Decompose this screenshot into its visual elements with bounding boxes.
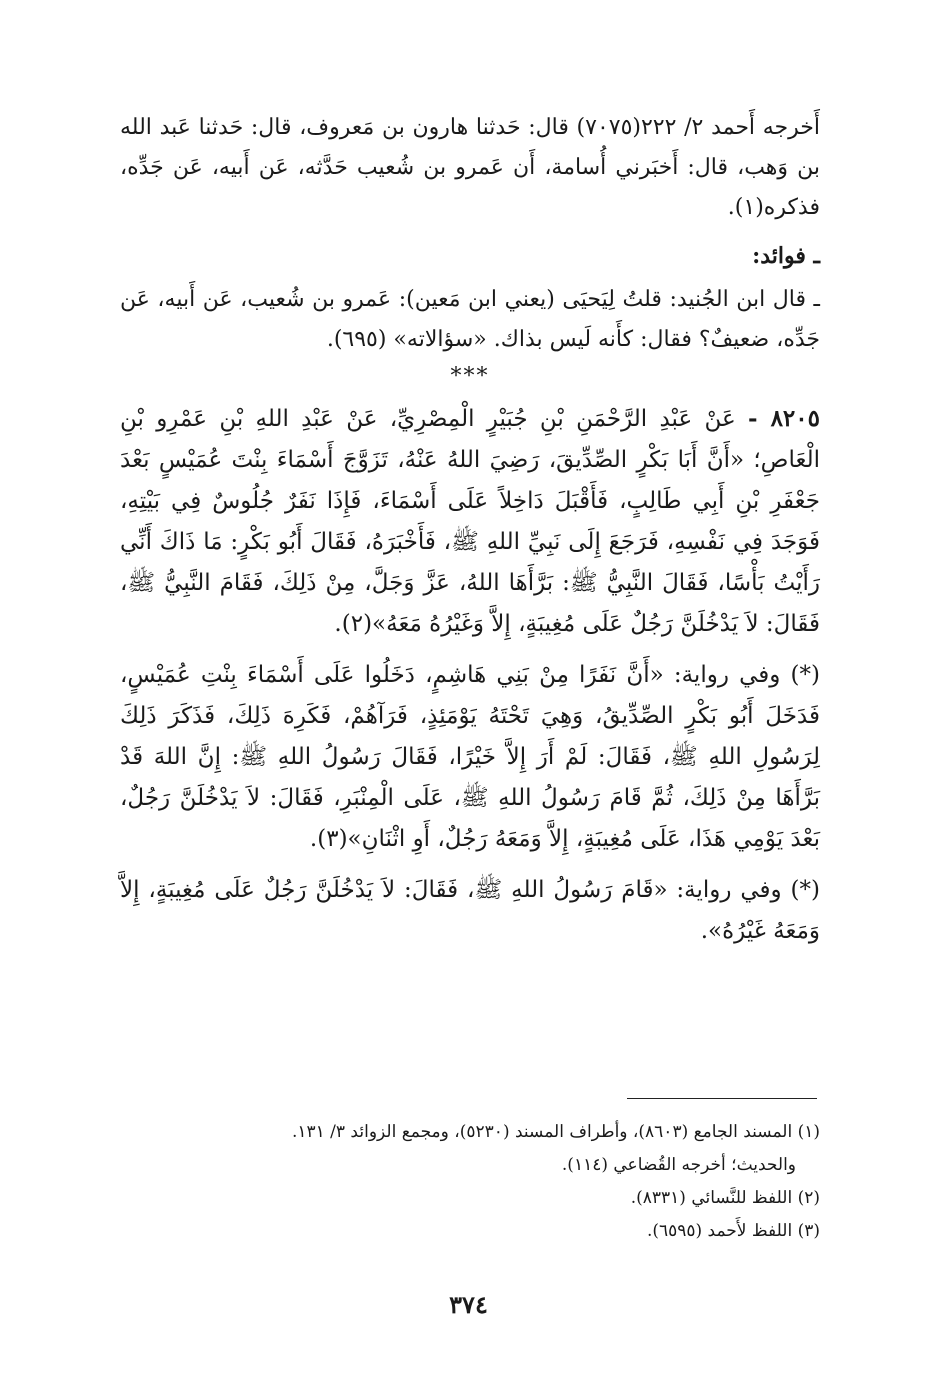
footnotes: [120, 1116, 820, 1248]
fawaid-heading: ـ فوائد:: [752, 243, 820, 269]
footnote-2: (٢) اللفظ للنَّسائي (٨٣٣١).: [630, 1188, 820, 1208]
hadith-text: عَنْ عَبْدِ الرَّحْمَنِ بْنِ جُبَيْرٍ الْمِصْرِيِّ، عَنْ عَبْدِ اللهِ بْنِ عَمْرِو بْنِ الْعَاصِ؛ «أَنَّ أَبَا بَكْرٍ الصِّدِّيقَ، رَضِيَ اللهُ عَنْهُ، تَزَوَّجَ أَسْمَاءَ بِنْتَ عُمَيْسٍ بَعْدَ جَعْفَرِ بْنِ أَبِي طَالِبٍ، فَأَقْبَلَ دَاخِلاً عَلَى أَسْمَاءَ، فَإِذَا نَفَرٌ جُلُوسٌ فِي بَيْتِهِ، فَوَجَدَ فِي نَفْسِهِ، فَرَجَعَ إِلَى نَبِيِّ اللهِ ﷺ، فَأَخْبَرَهُ، فَقَالَ أَبُو بَكْرٍ: مَا ذَاكَ أَنِّي رَأَيْتُ بَأْسًا، فَقَالَ النَّبِيُّ ﷺ: بَرَّأَهَا اللهُ، عَزَّ وَجَلَّ، مِنْ ذَلِكَ، فَقَامَ النَّبِيُّ ﷺ، فَقَالَ: لاَ يَدْخُلَنَّ رَجُلٌ عَلَى مُغِيبَةٍ، إِلاَّ وَغَيْرُهُ مَعَهُ»(٢).: [120, 406, 820, 637]
fawaid-paragraph: ـ قال ابن الجُنيد: قلتُ لِيَحيَى (يعني ابن مَعين): عَمرو بن شُعيب، عَن أَبيه، عَن جَدِّه، ضعيفٌ؟ فقال: كأَنه لَيس بذاك. «سؤالاته» (٦٩٥).: [120, 287, 820, 352]
footnote-1-continuation: والحديث؛ أخرجه القُضاعي (١١٤).: [561, 1155, 796, 1175]
intro-paragraph: أَخرجه أَحمد ٢/ ٢٢٢(٧٠٧٥) قال: حَدثنا هارون بن مَعروف، قال: حَدثنا عَبد الله بن وَهب، قال: أَخبَرني أُسامة، أَن عَمرو بن شُعيب حَدَّثه، عَن أَبيه، عَن جَدِّه، فذكره(١).: [120, 115, 820, 220]
footnote-1: (١) المسند الجامع (٨٦٠٣)، وأطراف المسند (٥٢٣٠)، ومجمع الزوائد ٣/ ١٣١.: [291, 1122, 820, 1142]
page-number: ٣٧٤: [449, 1290, 488, 1319]
footnote-3: (٣) اللفظ لأَحمد (٦٥٩٥).: [646, 1221, 820, 1241]
hadith-number: ٨٢٠٥ -: [748, 405, 820, 432]
footnote-divider: [627, 1098, 817, 1099]
riwaya-paragraph: (*) وفي رواية: «قَامَ رَسُولُ اللهِ ﷺ، فَقَالَ: لاَ يَدْخُلَنَّ رَجُلٌ عَلَى مُغِيبَةٍ، إِلاَّ وَمَعَهُ غَيْرُهُ».: [120, 877, 820, 944]
section-separator: ***: [450, 364, 490, 389]
page-body: [120, 108, 820, 952]
riwaya-paragraph: (*) وفي رواية: «أَنَّ نَفَرًا مِنْ بَنِي هَاشِمٍ، دَخَلُوا عَلَى أَسْمَاءَ بِنْتِ عُمَيْسٍ، فَدَخَلَ أَبُو بَكْرٍ الصِّدِّيقُ، وَهِيَ تَحْتَهُ يَوْمَئِذٍ، فَرَآهُمْ، فَكَرِهَ ذَلِكَ، فَذَكَرَ ذَلِكَ لِرَسُولِ اللهِ ﷺ، فَقَالَ: لَمْ أَرَ إِلاَّ خَيْرًا، فَقَالَ رَسُولُ اللهِ ﷺ: إِنَّ اللهَ قَدْ بَرَّأَهَا مِنْ ذَلِكَ، ثُمَّ قَامَ رَسُولُ اللهِ ﷺ، عَلَى الْمِنْبَرِ، فَقَالَ: لاَ يَدْخُلَنَّ رَجُلٌ، بَعْدَ يَوْمِي هَذَا، عَلَى مُغِيبَةٍ، إِلاَّ وَمَعَهُ رَجُلٌ، أَوِ اثْنَانِ»(٣).: [120, 662, 820, 852]
hadith-paragraph: [120, 398, 820, 645]
